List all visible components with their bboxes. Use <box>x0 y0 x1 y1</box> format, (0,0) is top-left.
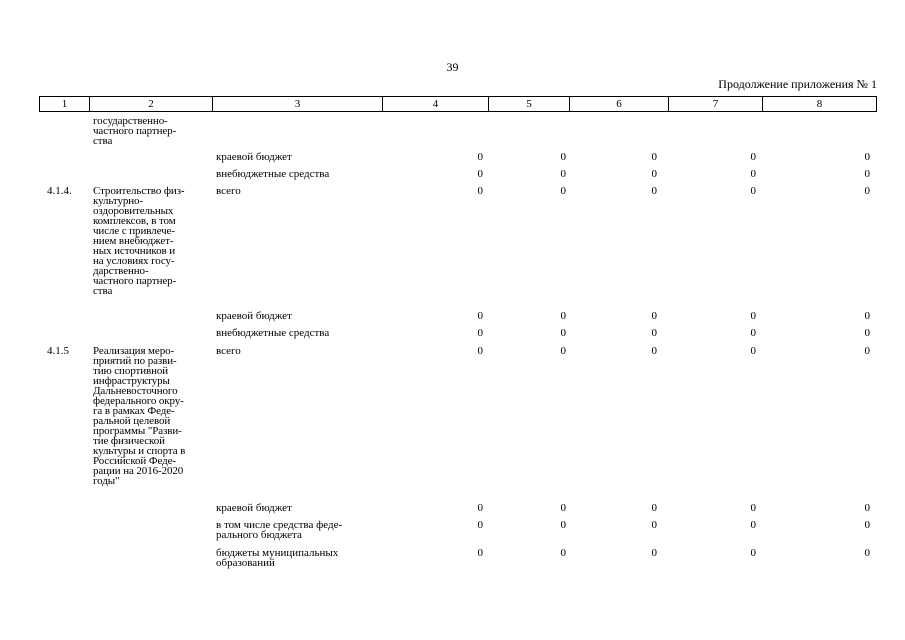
value-col-4: 0 <box>477 327 483 339</box>
value-col-7: 0 <box>750 502 756 514</box>
value-col-8: 0 <box>864 345 870 357</box>
header-col-1: 1 <box>61 98 68 110</box>
header-col-2: 2 <box>89 97 212 111</box>
value-col-8: 0 <box>864 168 870 180</box>
value-col-5: 0 <box>560 547 566 559</box>
row-source: краевой бюджет <box>216 151 292 163</box>
value-col-4: 0 <box>477 185 483 197</box>
value-col-4: 0 <box>477 519 483 531</box>
row-source: краевой бюджет <box>216 502 292 514</box>
value-col-7: 0 <box>750 151 756 163</box>
row-name: Реализация меро- приятий по разви- тию спортивной инфраструктуры Дальневосточного федерального окру- га в рамках Феде- ральной целевой программы "Разви- тие физической культуры и спорта в Российской Феде- рации на 2016-2020 годы" <box>93 345 186 487</box>
row-source: всего <box>216 185 241 197</box>
value-col-7: 0 <box>750 310 756 322</box>
value-col-8: 0 <box>864 327 870 339</box>
value-col-8: 0 <box>864 502 870 514</box>
value-col-4: 0 <box>477 168 483 180</box>
value-col-6: 0 <box>651 502 657 514</box>
row-source: краевой бюджет <box>216 310 292 322</box>
value-col-6: 0 <box>651 151 657 163</box>
value-col-6: 0 <box>651 168 657 180</box>
row-source: внебюджетные средства <box>216 327 330 339</box>
value-col-6: 0 <box>651 345 657 357</box>
value-col-5: 0 <box>560 151 566 163</box>
value-col-5: 0 <box>560 310 566 322</box>
value-col-7: 0 <box>750 168 756 180</box>
value-col-4: 0 <box>477 502 483 514</box>
value-col-8: 0 <box>864 310 870 322</box>
value-col-5: 0 <box>560 185 566 197</box>
value-col-4: 0 <box>477 547 483 559</box>
value-col-5: 0 <box>560 519 566 531</box>
header-col-8: 8 <box>762 97 876 111</box>
value-col-4: 0 <box>477 151 483 163</box>
value-col-6: 0 <box>651 327 657 339</box>
page-number: 39 <box>446 60 459 74</box>
value-col-5: 0 <box>560 345 566 357</box>
row-source: бюджеты муниципальных образований <box>216 547 339 569</box>
row-source: внебюджетные средства <box>216 168 330 180</box>
value-col-5: 0 <box>560 327 566 339</box>
value-col-6: 0 <box>651 547 657 559</box>
value-col-7: 0 <box>750 519 756 531</box>
header-col-7: 7 <box>668 97 762 111</box>
value-col-4: 0 <box>477 310 483 322</box>
header-col-6: 6 <box>569 97 668 111</box>
header-col-4: 4 <box>382 97 488 111</box>
row-number: 4.1.4. <box>47 185 72 197</box>
value-col-5: 0 <box>560 168 566 180</box>
row-number: 4.1.5 <box>47 345 69 357</box>
value-col-7: 0 <box>750 185 756 197</box>
continuation-note: Продолжение приложения № 1 <box>718 77 877 91</box>
value-col-7: 0 <box>750 327 756 339</box>
value-col-8: 0 <box>864 185 870 197</box>
header-col-5: 5 <box>488 97 569 111</box>
row-name: Строительство физ- культурно- оздоровительных комплексов, в том числе с привлече- нием внебюджет- ных источников и на условиях госу- дарственно- частного партнер- ства <box>93 185 185 297</box>
value-col-5: 0 <box>560 502 566 514</box>
row-source: всего <box>216 345 241 357</box>
value-col-6: 0 <box>651 185 657 197</box>
value-col-8: 0 <box>864 519 870 531</box>
value-col-7: 0 <box>750 345 756 357</box>
value-col-8: 0 <box>864 547 870 559</box>
table-header <box>39 96 877 112</box>
header-col-3: 3 <box>212 97 382 111</box>
value-col-4: 0 <box>477 345 483 357</box>
value-col-8: 0 <box>864 151 870 163</box>
value-col-6: 0 <box>651 310 657 322</box>
value-col-6: 0 <box>651 519 657 531</box>
row-name: государственно- частного партнер- ства <box>93 115 177 147</box>
value-col-7: 0 <box>750 547 756 559</box>
row-source: в том числе средства феде- рального бюджета <box>216 519 343 541</box>
